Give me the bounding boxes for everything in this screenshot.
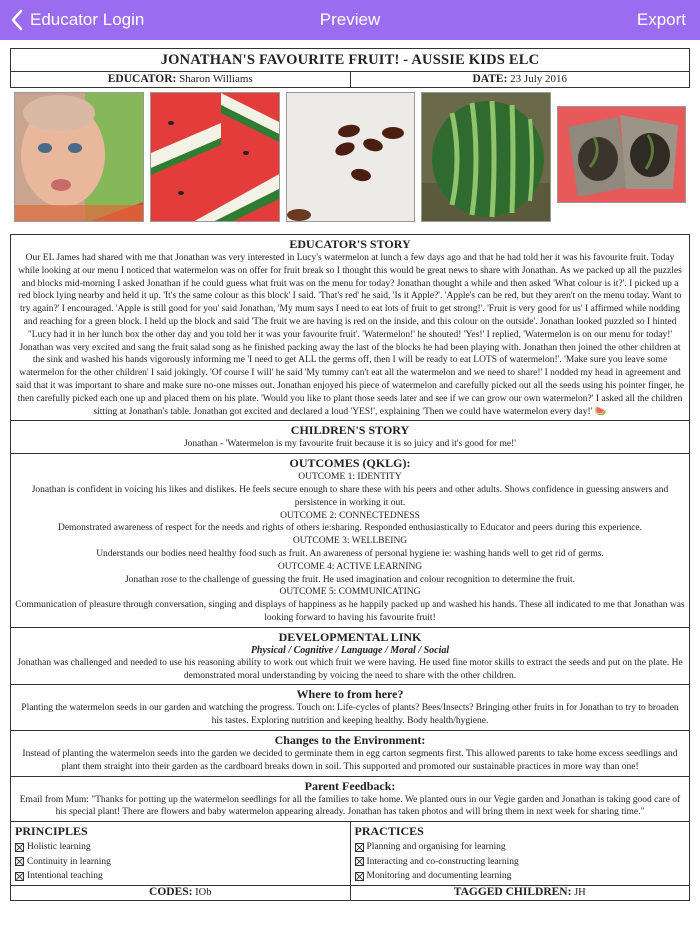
principle-item xyxy=(15,840,346,855)
codes-cell xyxy=(11,886,350,900)
photo-strip xyxy=(10,88,690,230)
changes-heading: Changes to the Environment: xyxy=(274,732,426,747)
practices-column xyxy=(350,822,690,885)
children-story-text: Jonathan - 'Watermelon is my favourite fruit because it is so juicy and it's good for me!' xyxy=(183,439,517,450)
checkbox-checked-icon xyxy=(15,843,24,852)
back-button[interactable] xyxy=(10,9,144,31)
practice-label: Monitoring and documenting learning xyxy=(366,871,512,882)
chevron-left-icon xyxy=(10,9,24,31)
checkbox-checked-icon xyxy=(355,872,364,881)
outcome-1-text: Jonathan is confident in voicing his likes and dislikes. He feels secure enough to share these with his peers and other adults. Shows confidence in guessing answers and persistence in working it out. xyxy=(31,484,669,508)
date-value: 23 July 2016 xyxy=(510,73,568,85)
outcome-4-text: Jonathan rose to the challenge of guessing the fruit. He used imagination and colour recognition to determine the fruit. xyxy=(124,574,576,585)
principle-item xyxy=(15,855,346,870)
where-to-text: Planting the watermelon seeds in our garden and watching the progress. Touch on: Life-cycles of plants? Bees/Insects? Bringing other fruits in for Jonathan to try to broaden his tastes. Exploring nutrition and keeping healthy. Body health/hygiene. xyxy=(21,703,679,727)
date-cell xyxy=(350,72,690,87)
developmental-link-text: Jonathan was challenged and needed to use his reasoning ability to work out which fruit we were having. He used fine motor skills to extract the seeds and put on the plate. He demonstrated moral understanding by voicing the need to share with the other children. xyxy=(17,657,683,681)
principle-label: Holistic learning xyxy=(27,842,91,853)
outcome-5-label: OUTCOME 5: COMMUNICATING xyxy=(279,587,421,598)
developmental-link-heading: DEVELOPMENTAL LINK xyxy=(278,629,422,644)
photo-boy-eating-watermelon[interactable] xyxy=(14,92,144,222)
principles-practices xyxy=(10,822,690,886)
principle-label: Intentional teaching xyxy=(27,871,103,882)
educator-value: Sharon Williams xyxy=(179,73,253,85)
date-label: DATE: xyxy=(472,73,508,85)
tagged-children-value: JH xyxy=(574,887,586,899)
outcome-1-label: OUTCOME 1: IDENTITY xyxy=(298,472,402,483)
where-to-section xyxy=(10,685,690,731)
principle-item xyxy=(15,869,346,884)
developmental-link-section xyxy=(10,628,690,686)
codes-value: IOb xyxy=(195,887,212,899)
practice-item xyxy=(355,855,686,870)
principles-heading: PRINCIPLES xyxy=(15,824,88,839)
educator-story-text: Our EL James had shared with me that Jonathan was very interested in Lucy's watermelon at lunch a few days ago and that he had told her it was his favourite fruit. Today while looking at our menu I noticed that watermelon was on offer for fruit break so I thought this would be great news to share with Jonathan. As we packed up all the puzzles and blocks mid-morning I asked Jonathan if he could guess what fruit was on the menu for today? Jonathan thought a while and then asked 'What colour is it?'. I picked up a red block lying nearby and held it up. 'It's the same colour as this block' I said. 'That's red' he said, 'Is it Apple?'. 'Apple's can be red, but they aren't on the menu today. Want to try again?' I encouraged. 'Apple is still good for you' said Jonathan, 'My mum says I need to eat lots of fruit to get strong!'. 'Fruit is very good for us' I affirmed while nodding and reaching for a green block. I held up the block and said 'The fruit we are having is red on the inside, and this colour on the outside'. Jonathan looked puzzled so I hinted "Lucy had it in her lunch box the other day and you told her it was your favourite fruit'. 'Watermelon!' he shouted! 'Yes!' I replied, 'Watermelon is on our menu for today!' Jonathan was very excited and sang the fruit salad song as he finished packing away the last of the blocks he had been playing with. Jonathan then joined the other children at the sink and washed his hands vigorously informing me 'I need to get ALL the germs off, then I will be ready to eat LOTS of watermelon!'. 'Make sure you leave some watermelon for the other children' I said jokingly. 'Of course I will' he said 'My tummy can't eat all the watermelon and we need to share!' I nodded my head in agreement and said that it was important to share and make sure no-one misses out. Jonathan enjoyed his piece of watermelon and carefully picked out all the seeds using his pointer finger, he then carefully picked each one up and placed them on his plate. 'Would you like to plant those seeds later and see if we can grow our own watermelon?' I asked all the children sitting at Jonathan's table. Jonathan got excited and declared a loud 'YES!', explaining 'Then we could have watermelon every day!' 🍉 xyxy=(15,253,685,417)
educator-cell xyxy=(11,72,350,87)
page-title: Preview xyxy=(319,10,381,29)
principle-label: Continuity in learning xyxy=(27,856,111,867)
children-story-section xyxy=(10,421,690,454)
parent-feedback-section xyxy=(10,777,690,823)
tagged-children-label: TAGGED CHILDREN: xyxy=(453,886,572,899)
checkbox-checked-icon xyxy=(15,872,24,881)
photo-watermelon-seeds[interactable] xyxy=(286,92,415,222)
outcome-5-text: Communication of pleasure through conversation, singing and displays of happiness as he happily packed up and washed his hands. These all indicated to me that Jonathan was looking forward to having his favourite fruit! xyxy=(15,600,685,623)
principles-column xyxy=(11,822,350,885)
outcome-3-label: OUTCOME 3: WELLBEING xyxy=(292,536,408,547)
photo-whole-watermelon[interactable] xyxy=(421,92,550,222)
photo-seedlings-egg-carton[interactable] xyxy=(557,106,686,203)
educator-story-heading: EDUCATOR'S STORY xyxy=(289,237,411,251)
document-title: JONATHAN'S FAVOURITE FRUIT! - AUSSIE KIDS ELC xyxy=(10,48,690,72)
export-button[interactable]: Export xyxy=(636,10,686,29)
nav-bar xyxy=(0,0,700,40)
outcomes-section xyxy=(10,454,690,628)
practices-heading: PRACTICES xyxy=(354,824,424,839)
practice-label: Interacting and co-constructing learning xyxy=(366,856,519,867)
outcome-3-text: Understands our bodies need healthy food such as fruit. An awareness of personal hygiene ie: washing hands well to get rid of germs. xyxy=(96,548,604,559)
checkbox-checked-icon xyxy=(355,857,364,866)
outcome-2-label: OUTCOME 2: CONNECTEDNESS xyxy=(280,510,420,521)
practice-label: Planning and organising for learning xyxy=(366,842,506,853)
photo-watermelon-slices[interactable] xyxy=(150,92,279,222)
where-to-heading: Where to from here? xyxy=(296,687,404,702)
educator-story-section xyxy=(10,234,690,421)
outcome-4-label: OUTCOME 4: ACTIVE LEARNING xyxy=(277,561,423,572)
practice-item xyxy=(355,869,686,884)
codes-row xyxy=(10,886,690,901)
document xyxy=(0,40,700,901)
developmental-areas: Physical / Cognitive / Language / Moral / Social xyxy=(250,644,450,656)
parent-feedback-text: Email from Mum: "Thanks for potting up the watermelon seedlings for all the families to take home. We planted ours in our Vegie garden and Jonathan is taking good care of his special plant! There are flowers and baby watermelon appearing already. Jonathan has taken photos and will bring them in next week for sharing time." xyxy=(19,794,681,818)
parent-feedback-heading: Parent Feedback: xyxy=(304,778,396,793)
children-story-heading: CHILDREN'S STORY xyxy=(290,423,410,438)
outcome-2-text: Demonstrated awareness of respect for the needs and rights of others ie:sharing. Responded enthusiastically to Educator and peers during this experience. xyxy=(57,523,643,534)
back-button-label: Educator Login xyxy=(30,10,145,29)
educator-label: EDUCATOR: xyxy=(107,73,177,85)
outcomes-heading: OUTCOMES (QKLG): xyxy=(289,456,411,471)
changes-text: Instead of planting the watermelon seeds into the garden we decided to germinate them in egg carton segments first. This allowed parents to take home excess seedlings and plant them straight into their garden as the cardboard breaks down in soil. This supported and promoted our sustainable practices in more way than one! xyxy=(22,748,678,772)
meta-row xyxy=(10,72,690,88)
changes-section xyxy=(10,731,690,777)
checkbox-checked-icon xyxy=(355,843,364,852)
practice-item xyxy=(355,840,686,855)
checkbox-checked-icon xyxy=(15,857,24,866)
codes-label: CODES: xyxy=(149,886,193,899)
tagged-children-cell xyxy=(350,886,690,900)
